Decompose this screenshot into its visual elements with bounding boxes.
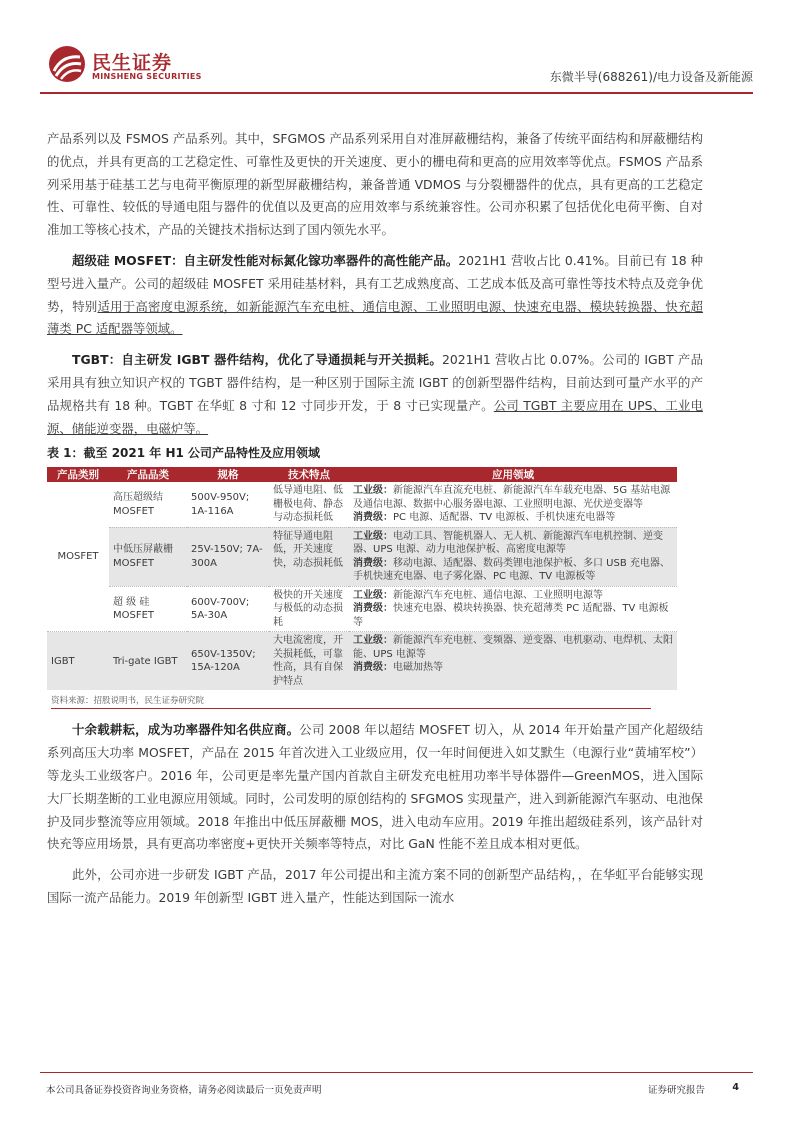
para3-text: 2021H1 营收占比 0.07%。公司的 IGBT 产品采用具有独立知识产权的 TGBT 器件结构，是一种区别于国际主流 IGBT 的创新型器件结构，目前达到可量产水平的产品规格共有 18 种。TGBT 在华虹 8 寸和 12 寸同步开发，于 8 寸已实现量产。 [47, 352, 703, 413]
app-text: 新能源汽车充电桩、通信电源、工业照明电源等 [393, 589, 603, 601]
product-app [349, 482, 677, 527]
app-text: 新能源汽车充电桩、变频器、逆变器、电机驱动、电焊机、太阳能、UPS 电源等 [353, 635, 673, 660]
app-text: 移动电源、适配器、数码类锂电池保护板、多口 USB 充电器、手机快速充电器、电子雾化器、PC 电源、TV 电源板等 [353, 557, 670, 583]
app-text: 快速充电器、模块转换器、快充超薄类 PC 适配器、TV 电源板等 [353, 603, 669, 628]
th-product: 产品品类 [109, 467, 187, 482]
th-spec: 规格 [187, 467, 269, 482]
product-spec: 600V-700V; 5A-30A [187, 586, 269, 632]
report-subject: 东微半导(688261)/电力设备及新能源 [549, 70, 753, 84]
product-spec: 650V-1350V; 15A-120A [187, 632, 269, 691]
paragraph-history [47, 719, 703, 856]
app-label: 工业级： [353, 635, 393, 647]
page-header [0, 0, 793, 100]
paragraph-fsmos: 产品系列以及 FSMOS 产品系列。其中，SFGMOS 产品系列采用自对准屏蔽栅结构，兼备了传统平面结构和屏蔽栅结构的优点，并具有更高的工艺稳定性、可靠性及更快的开关速度、更小的栅电荷和更高的应用效率等优点。FSMOS 产品系列采用基于硅基工艺与电荷平衡原理的新型屏蔽栅结构，兼备普通 VDMOS 与分裂栅器件的优点，具有更高的工艺稳定性、可靠性、较低的导通电阻与器件的优值以及更高的应用效率与系统兼容性。公司亦积累了包括优化电荷平衡、自对准加工等核心技术，产品的关键技术指标达到了国内领先水平。 [47, 131, 703, 238]
product-app [349, 632, 677, 691]
para4-text: 公司 2008 年以超结 MOSFET 切入，从 2014 年开始量产国产化超级结系列高压大功率 MOSFET，产品在 2015 年首次进入工业级应用，仅一年时间便进入如艾默生（电源行业“黄埔军校”）等龙头工业级客户。2016 年，公司更是率先量产国内首款自主研发充电桩用功率半导体器件—GreenMOS，进入国际大厂长期垄断的工业电源应用领域。同时，公司发明的原创结构的 SFGMOS 实现量产，进入到新能源汽车驱动、电池保护及同步整流等应用领域。2018 年推出中低压屏蔽栅 MOS，进入电动车应用。2019 年推出超级硅系列，该产品针对快充等应用场景，具有更高功率密度+更快开关频率等特点，对比 GaN 性能不差且成本相对更低。 [47, 722, 704, 852]
app-label: 消费级： [353, 557, 393, 569]
para2-text: 2021H1 营收占比 0.41%。目前已有 18 种型号进入量产。公司的超级硅 MOSFET 采用硅基材料，具有工艺成熟度高、工艺成本低及高可靠性等技术特点及竞争优势，特别 [47, 252, 704, 314]
paragraph-igbt-dev: 此外，公司亦进一步研发 IGBT 产品，2017 年公司提出和主流方案不同的创新型产品结构，，在华虹平台能够实现国际一流产品能力。2019 年创新型 IGBT 进入量产，性能达到国际一流水 [47, 867, 703, 905]
footer-report-type: 证券研究报告 [647, 1085, 705, 1096]
table-row [47, 482, 677, 527]
minsheng-logo-icon [48, 45, 86, 83]
paragraph-super-si [47, 250, 703, 341]
product-app [349, 527, 677, 586]
table-row [47, 527, 677, 586]
app-label: 消费级： [353, 512, 393, 524]
product-tech: 低导通电阻、低栅极电荷、静态与动态损耗低 [269, 482, 349, 527]
th-tech: 技术特点 [269, 467, 349, 482]
th-application: 应用领域 [349, 467, 677, 482]
app-text: 电磁加热等 [393, 662, 443, 674]
page-number: 4 [732, 1082, 739, 1093]
app-text: 电动工具、智能机器人、无人机、新能源汽车电机控制、逆变器、UPS 电源、动力电池保护板、高密度电源等 [353, 530, 663, 556]
product-spec: 500V-950V; 1A-116A [187, 482, 269, 527]
footer-disclaimer: 本公司具备证券投资咨询业务资格，请务必阅读最后一页免责声明 [46, 1085, 322, 1096]
logo-text-en: MINSHENG SECURITIES [92, 72, 202, 81]
para3-underlined: 公司 TGBT 主要应用在 UPS、工业电源、储能逆变器，电磁炉等。 [47, 397, 703, 436]
app-label: 工业级： [353, 485, 393, 497]
para2-underlined: 适用于高密度电源系统，如新能源汽车充电桩、通信电源、工业照明电源、快速充电器、模块转换器、快充超薄类 PC 适配器等领域。 [47, 298, 704, 337]
product-spec: 25V-150V; 7A-300A [187, 527, 269, 586]
product-tech: 特征导通电阻低，开关速度快，动态损耗低 [269, 527, 349, 586]
table-header-row [47, 467, 677, 482]
product-name: 高压超级结 MOSFET [109, 482, 187, 527]
report-body [47, 128, 703, 918]
logo-text-cn: 民生证券 [92, 52, 173, 74]
para2-heading: 超级硅 MOSFET：自主研发性能对标氮化镓功率器件的高性能产品。 [72, 252, 459, 268]
product-table [47, 467, 677, 690]
app-text: PC 电源、适配器、TV 电源板、手机快速充电器等 [393, 512, 616, 524]
table-title: 表 1：截至 2021 年 H1 公司产品特性及应用领域 [47, 446, 321, 461]
para3-heading: TGBT：自主研发 IGBT 器件结构，优化了导通损耗与开关损耗。 [72, 352, 443, 368]
para4-heading: 十余载耕耘，成为功率器件知名供应商。 [72, 722, 300, 738]
th-category: 产品类别 [47, 467, 109, 482]
header-divider [40, 92, 753, 94]
product-tech: 大电流密度，开关损耗低，可靠性高，具有自保护特点 [269, 632, 349, 691]
table-source: 资料来源：招股说明书，民生证券研究院 [51, 694, 651, 709]
product-name: Tri-gate IGBT [109, 632, 187, 691]
product-name: 超 级 硅 MOSFET [109, 586, 187, 632]
app-text: 新能源汽车直流充电桩、新能源汽车车载充电器、5G 基站电源及通信电源、数据中心服务器电源、工业照明电源、光伏逆变器等 [353, 485, 671, 510]
product-tech: 极快的开关速度与极低的动态损耗 [269, 586, 349, 632]
category-mosfet: MOSFET [47, 482, 109, 632]
page-footer [40, 1072, 753, 1096]
product-name: 中低压屏蔽栅 MOSFET [109, 527, 187, 586]
app-label: 工业级： [353, 530, 393, 542]
app-label: 消费级： [353, 603, 393, 615]
product-app [349, 586, 677, 632]
category-igbt: IGBT [47, 632, 109, 691]
table-row [47, 586, 677, 632]
app-label: 工业级： [353, 589, 393, 601]
paragraph-tgbt [47, 349, 703, 440]
app-label: 消费级： [353, 662, 393, 674]
table-row [47, 632, 677, 691]
